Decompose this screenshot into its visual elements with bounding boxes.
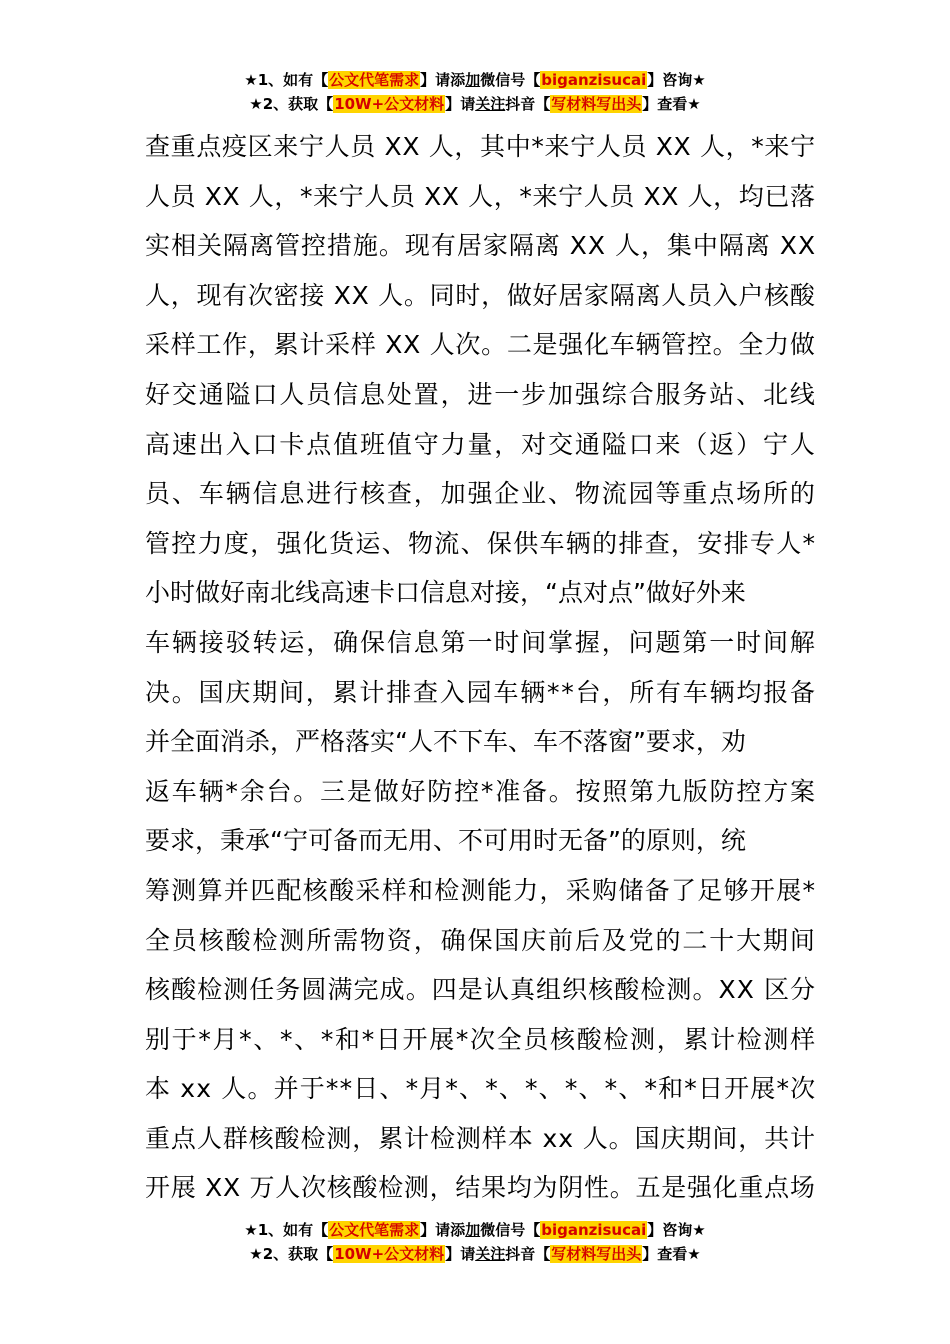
banner-text: 】请添	[420, 71, 466, 89]
body-line: 好交通隘口人员信息处置，进一步加强综合服务站、北线	[145, 379, 817, 409]
banner-text: 】请添	[420, 1221, 466, 1239]
banner-text: 】请	[445, 1245, 476, 1263]
wechat-id-highlight: biganzisucai	[541, 1221, 647, 1239]
footer-banner	[0, 1218, 950, 1266]
banner-text: 】查看★	[642, 1245, 701, 1263]
body-line: 要求，秉承“宁可备而无用、不可用时无备”的原则，统	[145, 826, 746, 856]
banner-highlight: 10W+公文材料	[334, 1245, 445, 1263]
body-line: 开展 XX 万人次核酸检测，结果均为阴性。五是强化重点场	[145, 1173, 816, 1203]
banner-line-1	[0, 1218, 950, 1242]
banner-text: ★1、如有【	[244, 1221, 329, 1239]
wechat-id-highlight: biganzisucai	[541, 71, 647, 89]
banner-text: 】请	[445, 95, 476, 113]
banner-line-1	[0, 68, 950, 92]
document-body	[145, 122, 815, 1213]
body-line: 查重点疫区来宁人员 XX 人，其中*来宁人员 XX 人，*来宁	[145, 132, 816, 161]
body-line: 车辆接驳转运，确保信息第一时间掌握，问题第一时间解	[145, 627, 817, 657]
banner-highlight: 公文代笔需求	[329, 1221, 420, 1239]
banner-line-2	[0, 92, 950, 116]
body-line: 全员核酸检测所需物资，确保国庆前后及党的二十大期间	[145, 925, 817, 955]
body-line: 实相关隔离管控措施。现有居家隔离 XX 人，集中隔离 XX	[145, 231, 817, 261]
banner-text: 】查看★	[642, 95, 701, 113]
body-line: 高速出入口卡点值班值守力量，对交通隘口来（返）宁人	[145, 429, 817, 459]
banner-text: 】咨询★	[647, 71, 706, 89]
banner-underlined: 关注	[475, 1245, 506, 1263]
douyin-highlight: 写材料写出头	[551, 1245, 642, 1263]
banner-text: ★2、获取【	[249, 95, 334, 113]
body-line: 核酸检测任务圆满完成。四是认真组织核酸检测。XX 区分	[145, 975, 817, 1005]
banner-highlight: 10W+公文材料	[334, 95, 445, 113]
body-line: 返车辆*余台。三是做好防控*准备。按照第九版防控方案	[145, 776, 817, 806]
body-line: 人，现有次密接 XX 人。同时，做好居家隔离人员入户核酸	[145, 280, 816, 310]
douyin-highlight: 写材料写出头	[551, 95, 642, 113]
banner-text: ★1、如有【	[244, 71, 329, 89]
banner-line-2	[0, 1242, 950, 1266]
banner-underlined: 加	[465, 71, 481, 89]
banner-text: 】咨询★	[647, 1221, 706, 1239]
body-line: 采样工作，累计采样 XX 人次。二是强化车辆管控。全力做	[145, 330, 816, 360]
body-line: 本 xx 人。并于**日、*月*、*、*、*、*、*和*日开展*次	[145, 1074, 817, 1104]
body-line: 并全面消杀，严格落实“人不下车、车不落窗”要求，劝	[145, 727, 746, 757]
body-line: 决。国庆期间，累计排查入园车辆**台，所有车辆均报备	[145, 677, 817, 707]
banner-underlined: 加	[465, 1221, 481, 1239]
body-line: 筹测算并匹配核酸采样和检测能力，采购储备了足够开展*	[145, 875, 817, 905]
body-line: 人员 XX 人，*来宁人员 XX 人，*来宁人员 XX 人，均已落	[145, 181, 816, 211]
banner-text: 抖音【	[505, 95, 551, 113]
banner-text: 抖音【	[505, 1245, 551, 1263]
banner-text: 微信号【	[480, 1221, 541, 1239]
banner-text: ★2、获取【	[249, 1245, 334, 1263]
header-banner	[0, 68, 950, 116]
banner-highlight: 公文代笔需求	[329, 71, 420, 89]
banner-text: 微信号【	[480, 71, 541, 89]
banner-underlined: 关注	[475, 95, 506, 113]
body-line: 别于*月*、*、*和*日开展*次全员核酸检测，累计检测样	[145, 1024, 817, 1054]
body-line: 小时做好南北线高速卡口信息对接，“点对点”做好外来	[145, 578, 746, 608]
body-line: 管控力度，强化货运、物流、保供车辆的排查，安排专人*	[145, 528, 817, 558]
body-line: 员、车辆信息进行核查，加强企业、物流园等重点场所的	[145, 479, 817, 509]
body-line: 重点人群核酸检测，累计检测样本 xx 人。国庆期间，共计	[145, 1123, 816, 1153]
